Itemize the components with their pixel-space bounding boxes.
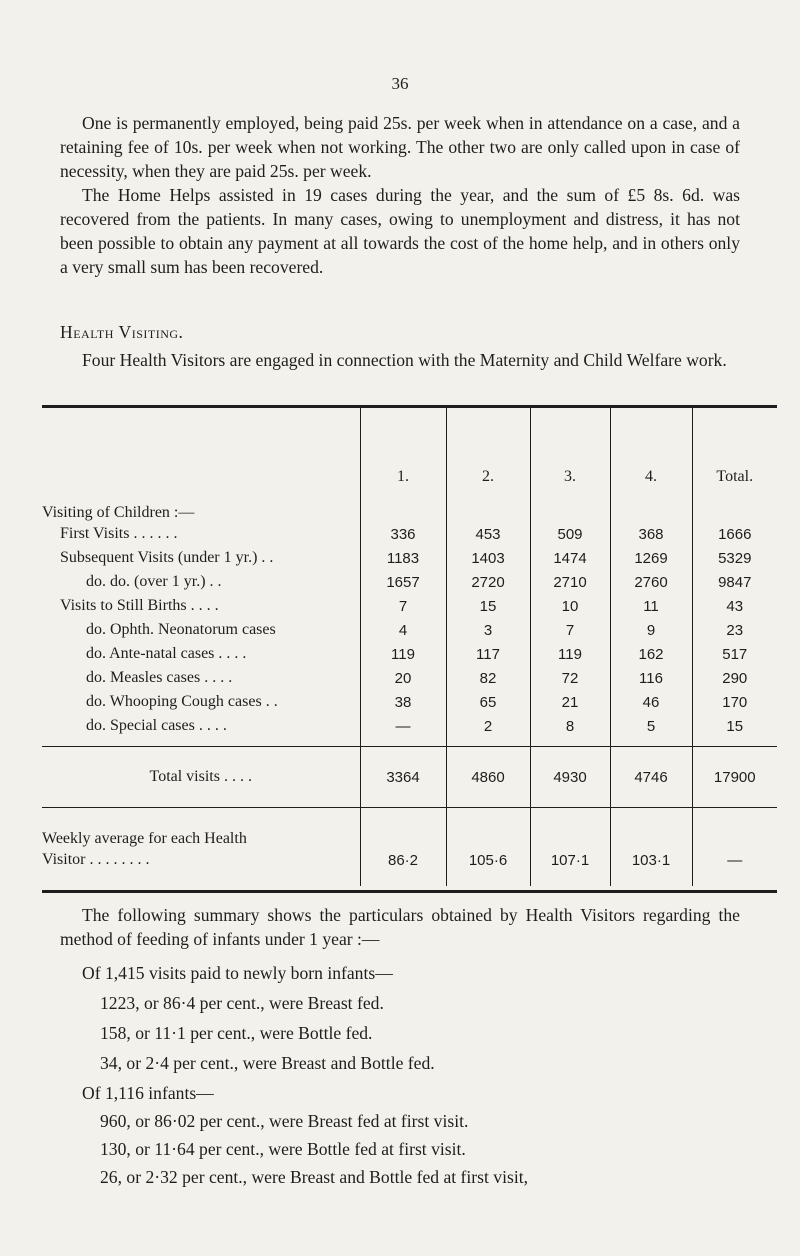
row-label: do. Whooping Cough cases . . (86, 693, 278, 710)
total-cell: 4746 (610, 747, 692, 808)
cell: 1403 (446, 546, 530, 570)
table-row (42, 546, 777, 570)
cell: 1657 (360, 570, 446, 594)
total-cell: 4860 (446, 747, 530, 808)
list-item: 960, or 86·02 per cent., were Breast fed at first visit. (100, 1111, 469, 1131)
cell: 119 (360, 642, 446, 666)
cell: 2710 (530, 570, 610, 594)
cell: 5329 (692, 546, 777, 570)
weekly-cell: 107·1 (530, 848, 610, 872)
row-label: Visits to Still Births . . . . (60, 597, 219, 614)
section-intro: Four Health Visitors are engaged in connection with the Maternity and Child Welfare work. (82, 350, 727, 370)
cell: 1269 (610, 546, 692, 570)
list-item: 34, or 2·4 per cent., were Breast and Bottle fed. (100, 1053, 435, 1073)
cell: 38 (360, 690, 446, 714)
cell: 290 (692, 666, 777, 690)
total-row (42, 747, 777, 808)
weekly-label-line1: Weekly average for each Health (42, 830, 247, 847)
total-cell: 17900 (692, 747, 777, 808)
header-col-total: Total. (692, 408, 777, 486)
cell: 336 (360, 522, 446, 546)
cell: 7 (530, 618, 610, 642)
row-label: do. Measles cases . . . . (86, 669, 233, 686)
row-label: First Visits . . . . . . (60, 525, 178, 542)
weekly-cell: 105·6 (446, 848, 530, 872)
cell: 15 (446, 594, 530, 618)
table-row (42, 522, 777, 546)
table-row (42, 642, 777, 666)
header-col-4: 4. (610, 408, 692, 486)
feeding-summary (60, 903, 740, 1189)
cell: 46 (610, 690, 692, 714)
table-header-row (42, 408, 777, 486)
table-row (42, 618, 777, 642)
table-section-row (42, 486, 777, 522)
cell: 72 (530, 666, 610, 690)
weekly-row (42, 848, 777, 872)
cell: 116 (610, 666, 692, 690)
cell: 82 (446, 666, 530, 690)
cell: 2760 (610, 570, 692, 594)
list-item: 158, or 11·1 per cent., were Bottle fed. (100, 1023, 373, 1043)
cell: 517 (692, 642, 777, 666)
row-label: do. Ophth. Neonatorum cases (86, 621, 276, 638)
weekly-cell: 86·2 (360, 848, 446, 872)
page-number: 36 (391, 74, 409, 93)
cell: 117 (446, 642, 530, 666)
row-label: do. Ante-natal cases . . . . (86, 645, 247, 662)
paragraph-home-help-pay: One is permanently employed, being paid 25s. per week when in attendance on a case, and a retaining fee of 10s. per week when not working. The other two are only called upon in case of necessity, when they are paid 25s. per week. (60, 113, 740, 181)
cell: 4 (360, 618, 446, 642)
section-label: Visiting of Children :— (42, 504, 195, 521)
cell: 2 (446, 714, 530, 738)
visits-table (42, 405, 777, 893)
cell: 9 (610, 618, 692, 642)
paragraph-home-help-cases: The Home Helps assisted in 19 cases during the year, and the sum of £5 8s. 6d. was recovered from the patients. In many cases, owing to unemployment and distress, it has not been possible to obtain any payment at all towards the cost of the home help, and in others only a very small sum has been recovered. (60, 185, 740, 277)
cell: 170 (692, 690, 777, 714)
list-item: 26, or 2·32 per cent., were Breast and Bottle fed at first visit, (100, 1167, 528, 1187)
cell: 5 (610, 714, 692, 738)
group1-heading: Of 1,415 visits paid to newly born infants— (82, 963, 393, 983)
weekly-label-line2: Visitor . . . . . . . . (42, 851, 150, 868)
group2-heading: Of 1,116 infants— (82, 1083, 214, 1103)
cell: 65 (446, 690, 530, 714)
table-row (42, 690, 777, 714)
cell: 2720 (446, 570, 530, 594)
cell: 9847 (692, 570, 777, 594)
table-row (42, 666, 777, 690)
total-cell: 3364 (360, 747, 446, 808)
cell: 23 (692, 618, 777, 642)
cell: 368 (610, 522, 692, 546)
header-col-3: 3. (530, 408, 610, 486)
cell: 10 (530, 594, 610, 618)
cell: 162 (610, 642, 692, 666)
cell: 1474 (530, 546, 610, 570)
summary-intro: The following summary shows the particulars obtained by Health Visitors regarding the method of feeding of infants under 1 year :— (60, 905, 740, 949)
cell: — (360, 714, 446, 738)
section-heading: Health Visiting. (60, 322, 184, 342)
cell: 15 (692, 714, 777, 738)
cell: 1183 (360, 546, 446, 570)
list-item: 130, or 11·64 per cent., were Bottle fed at first visit. (100, 1139, 466, 1159)
body-paragraphs (60, 111, 740, 279)
header-col-1: 1. (360, 408, 446, 486)
cell: 11 (610, 594, 692, 618)
cell: 509 (530, 522, 610, 546)
row-label: do. Special cases . . . . (86, 717, 227, 734)
row-label: Subsequent Visits (under 1 yr.) . . (60, 549, 274, 566)
cell: 1666 (692, 522, 777, 546)
total-cell: 4930 (530, 747, 610, 808)
weekly-row-label-line (42, 808, 777, 849)
weekly-cell: 103·1 (610, 848, 692, 872)
header-blank (42, 408, 360, 486)
table-row (42, 714, 777, 738)
table-row (42, 570, 777, 594)
cell: 21 (530, 690, 610, 714)
table-row (42, 594, 777, 618)
weekly-cell: — (692, 848, 777, 872)
cell: 43 (692, 594, 777, 618)
list-item: 1223, or 86·4 per cent., were Breast fed. (100, 993, 384, 1013)
cell: 20 (360, 666, 446, 690)
total-label: Total visits . . . . (42, 747, 360, 808)
cell: 8 (530, 714, 610, 738)
header-col-2: 2. (446, 408, 530, 486)
cell: 453 (446, 522, 530, 546)
row-label: do. do. (over 1 yr.) . . (86, 573, 222, 590)
cell: 7 (360, 594, 446, 618)
cell: 3 (446, 618, 530, 642)
cell: 119 (530, 642, 610, 666)
